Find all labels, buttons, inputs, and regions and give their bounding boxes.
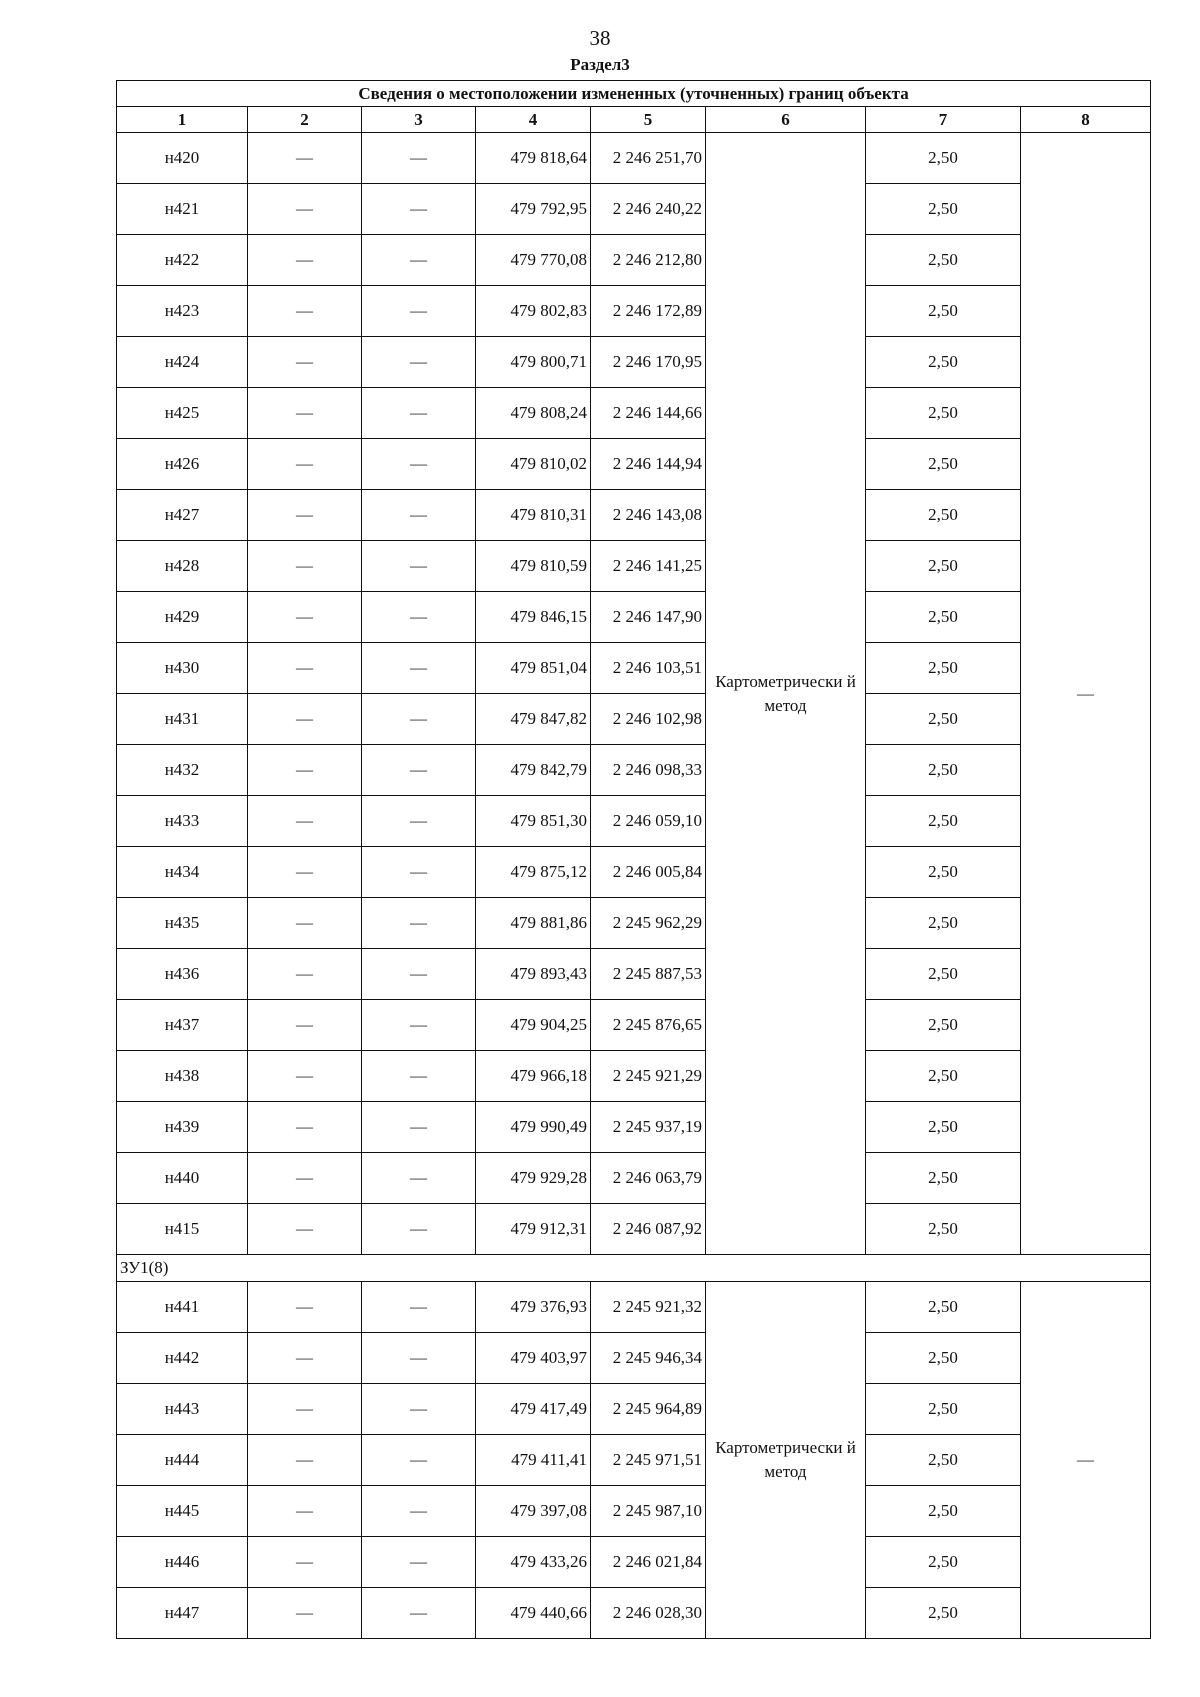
col3-cell: — [362, 1204, 476, 1255]
point-name-cell: н430 [117, 643, 248, 694]
point-name-cell: н428 [117, 541, 248, 592]
col2-cell: — [248, 1204, 362, 1255]
x-coordinate-cell: 479 929,28 [476, 1153, 591, 1204]
col2-cell: — [248, 1435, 362, 1486]
accuracy-cell: 2,50 [866, 1384, 1021, 1435]
y-coordinate-cell: 2 245 962,29 [591, 898, 706, 949]
table-row [117, 388, 1151, 439]
col2-cell: — [248, 1153, 362, 1204]
point-name-cell: н444 [117, 1435, 248, 1486]
table-row [117, 1153, 1151, 1204]
table-row [117, 949, 1151, 1000]
point-name-cell: н423 [117, 286, 248, 337]
col3-cell: — [362, 1051, 476, 1102]
accuracy-cell: 2,50 [866, 388, 1021, 439]
point-name-cell: н424 [117, 337, 248, 388]
table-row [117, 592, 1151, 643]
col3-cell: — [362, 796, 476, 847]
col2-cell: — [248, 847, 362, 898]
col2-cell: — [248, 1537, 362, 1588]
point-name-cell: н440 [117, 1153, 248, 1204]
x-coordinate-cell: 479 403,97 [476, 1333, 591, 1384]
accuracy-cell: 2,50 [866, 1102, 1021, 1153]
method-cell: Картометрически й метод [706, 133, 866, 1255]
col3-cell: — [362, 388, 476, 439]
col3-cell: — [362, 1000, 476, 1051]
accuracy-cell: 2,50 [866, 337, 1021, 388]
accuracy-cell: 2,50 [866, 1051, 1021, 1102]
table-row [117, 1000, 1151, 1051]
y-coordinate-cell: 2 246 240,22 [591, 184, 706, 235]
table-row [117, 133, 1151, 184]
col3-cell: — [362, 745, 476, 796]
col3-cell: — [362, 184, 476, 235]
col3-cell: — [362, 1153, 476, 1204]
point-name-cell: н425 [117, 388, 248, 439]
y-coordinate-cell: 2 245 937,19 [591, 1102, 706, 1153]
accuracy-cell: 2,50 [866, 796, 1021, 847]
col2-cell: — [248, 286, 362, 337]
col3-cell: — [362, 490, 476, 541]
y-coordinate-cell: 2 246 103,51 [591, 643, 706, 694]
col2-cell: — [248, 592, 362, 643]
y-coordinate-cell: 2 246 170,95 [591, 337, 706, 388]
accuracy-cell: 2,50 [866, 1435, 1021, 1486]
point-name-cell: н429 [117, 592, 248, 643]
y-coordinate-cell: 2 246 141,25 [591, 541, 706, 592]
point-name-cell: н441 [117, 1282, 248, 1333]
col2-cell: — [248, 1000, 362, 1051]
col2-cell: — [248, 1384, 362, 1435]
y-coordinate-cell: 2 245 876,65 [591, 1000, 706, 1051]
col2-cell: — [248, 745, 362, 796]
coordinates-table [116, 80, 1151, 1639]
accuracy-cell: 2,50 [866, 898, 1021, 949]
point-name-cell: н436 [117, 949, 248, 1000]
col2-cell: — [248, 490, 362, 541]
col2-cell: — [248, 796, 362, 847]
accuracy-cell: 2,50 [866, 949, 1021, 1000]
col3-cell: — [362, 1282, 476, 1333]
table-row [117, 1588, 1151, 1639]
col3-cell: — [362, 1588, 476, 1639]
y-coordinate-cell: 2 245 921,32 [591, 1282, 706, 1333]
x-coordinate-cell: 479 800,71 [476, 337, 591, 388]
point-name-cell: н427 [117, 490, 248, 541]
x-coordinate-cell: 479 881,86 [476, 898, 591, 949]
col2-cell: — [248, 1333, 362, 1384]
x-coordinate-cell: 479 893,43 [476, 949, 591, 1000]
table-row [117, 1102, 1151, 1153]
col3-cell: — [362, 439, 476, 490]
accuracy-cell: 2,50 [866, 1204, 1021, 1255]
accuracy-cell: 2,50 [866, 235, 1021, 286]
group-label: ЗУ1(8) [117, 1255, 1151, 1282]
x-coordinate-cell: 479 851,30 [476, 796, 591, 847]
table-row [117, 235, 1151, 286]
section-title: Раздел3 [570, 55, 630, 74]
column-header: 1 [117, 107, 248, 133]
x-coordinate-cell: 479 792,95 [476, 184, 591, 235]
table-row [117, 1384, 1151, 1435]
col3-cell: — [362, 1435, 476, 1486]
col2-cell: — [248, 1588, 362, 1639]
accuracy-cell: 2,50 [866, 694, 1021, 745]
point-name-cell: н446 [117, 1537, 248, 1588]
col3-cell: — [362, 1102, 476, 1153]
col8-cell: — [1021, 1282, 1151, 1639]
col2-cell: — [248, 541, 362, 592]
col2-cell: — [248, 949, 362, 1000]
point-name-cell: н445 [117, 1486, 248, 1537]
x-coordinate-cell: 479 802,83 [476, 286, 591, 337]
point-name-cell: н447 [117, 1588, 248, 1639]
x-coordinate-cell: 479 808,24 [476, 388, 591, 439]
column-header: 7 [866, 107, 1021, 133]
y-coordinate-cell: 2 246 059,10 [591, 796, 706, 847]
col3-cell: — [362, 337, 476, 388]
table-row [117, 1486, 1151, 1537]
y-coordinate-cell: 2 245 887,53 [591, 949, 706, 1000]
col3-cell: — [362, 1333, 476, 1384]
y-coordinate-cell: 2 246 147,90 [591, 592, 706, 643]
col8-cell: — [1021, 133, 1151, 1255]
point-name-cell: н431 [117, 694, 248, 745]
accuracy-cell: 2,50 [866, 1333, 1021, 1384]
x-coordinate-cell: 479 818,64 [476, 133, 591, 184]
point-name-cell: н439 [117, 1102, 248, 1153]
col3-cell: — [362, 1486, 476, 1537]
accuracy-cell: 2,50 [866, 1588, 1021, 1639]
col2-cell: — [248, 133, 362, 184]
point-name-cell: н433 [117, 796, 248, 847]
col2-cell: — [248, 235, 362, 286]
col3-cell: — [362, 133, 476, 184]
point-name-cell: н422 [117, 235, 248, 286]
table-caption-row [117, 81, 1151, 107]
col3-cell: — [362, 847, 476, 898]
col2-cell: — [248, 1051, 362, 1102]
point-name-cell: н434 [117, 847, 248, 898]
x-coordinate-cell: 479 912,31 [476, 1204, 591, 1255]
point-name-cell: н421 [117, 184, 248, 235]
table-row [117, 1204, 1151, 1255]
y-coordinate-cell: 2 246 098,33 [591, 745, 706, 796]
col3-cell: — [362, 541, 476, 592]
table-row [117, 337, 1151, 388]
col2-cell: — [248, 1486, 362, 1537]
col2-cell: — [248, 388, 362, 439]
y-coordinate-cell: 2 246 143,08 [591, 490, 706, 541]
method-cell: Картометрически й метод [706, 1282, 866, 1639]
table-row [117, 847, 1151, 898]
table-row [117, 1333, 1151, 1384]
column-header-row [117, 107, 1151, 133]
col2-cell: — [248, 1102, 362, 1153]
point-name-cell: н426 [117, 439, 248, 490]
accuracy-cell: 2,50 [866, 745, 1021, 796]
point-name-cell: н420 [117, 133, 248, 184]
col2-cell: — [248, 643, 362, 694]
point-name-cell: н415 [117, 1204, 248, 1255]
table-row [117, 1051, 1151, 1102]
col2-cell: — [248, 898, 362, 949]
y-coordinate-cell: 2 246 005,84 [591, 847, 706, 898]
col3-cell: — [362, 949, 476, 1000]
y-coordinate-cell: 2 246 028,30 [591, 1588, 706, 1639]
point-name-cell: н443 [117, 1384, 248, 1435]
accuracy-cell: 2,50 [866, 1000, 1021, 1051]
y-coordinate-cell: 2 245 964,89 [591, 1384, 706, 1435]
column-header: 2 [248, 107, 362, 133]
accuracy-cell: 2,50 [866, 490, 1021, 541]
table-row [117, 1282, 1151, 1333]
table-row [117, 439, 1151, 490]
table-row [117, 184, 1151, 235]
accuracy-cell: 2,50 [866, 286, 1021, 337]
y-coordinate-cell: 2 246 144,94 [591, 439, 706, 490]
table-row [117, 490, 1151, 541]
col2-cell: — [248, 694, 362, 745]
col3-cell: — [362, 898, 476, 949]
y-coordinate-cell: 2 246 144,66 [591, 388, 706, 439]
col3-cell: — [362, 235, 476, 286]
accuracy-cell: 2,50 [866, 184, 1021, 235]
point-name-cell: н435 [117, 898, 248, 949]
table-row [117, 541, 1151, 592]
x-coordinate-cell: 479 904,25 [476, 1000, 591, 1051]
table-row [117, 745, 1151, 796]
accuracy-cell: 2,50 [866, 1153, 1021, 1204]
y-coordinate-cell: 2 246 063,79 [591, 1153, 706, 1204]
table-row [117, 286, 1151, 337]
table-row [117, 796, 1151, 847]
point-name-cell: н437 [117, 1000, 248, 1051]
table-row [117, 898, 1151, 949]
x-coordinate-cell: 479 770,08 [476, 235, 591, 286]
x-coordinate-cell: 479 875,12 [476, 847, 591, 898]
y-coordinate-cell: 2 246 172,89 [591, 286, 706, 337]
x-coordinate-cell: 479 810,59 [476, 541, 591, 592]
table-row [117, 643, 1151, 694]
x-coordinate-cell: 479 966,18 [476, 1051, 591, 1102]
accuracy-cell: 2,50 [866, 439, 1021, 490]
accuracy-cell: 2,50 [866, 541, 1021, 592]
group-label-row [117, 1255, 1151, 1282]
col3-cell: — [362, 1537, 476, 1588]
accuracy-cell: 2,50 [866, 1537, 1021, 1588]
accuracy-cell: 2,50 [866, 847, 1021, 898]
col3-cell: — [362, 1384, 476, 1435]
column-header: 3 [362, 107, 476, 133]
accuracy-cell: 2,50 [866, 643, 1021, 694]
y-coordinate-cell: 2 246 102,98 [591, 694, 706, 745]
accuracy-cell: 2,50 [866, 592, 1021, 643]
y-coordinate-cell: 2 245 987,10 [591, 1486, 706, 1537]
column-header: 8 [1021, 107, 1151, 133]
y-coordinate-cell: 2 246 021,84 [591, 1537, 706, 1588]
y-coordinate-cell: 2 246 212,80 [591, 235, 706, 286]
x-coordinate-cell: 479 842,79 [476, 745, 591, 796]
accuracy-cell: 2,50 [866, 1486, 1021, 1537]
col2-cell: — [248, 337, 362, 388]
x-coordinate-cell: 479 810,31 [476, 490, 591, 541]
table-body [117, 81, 1151, 1639]
x-coordinate-cell: 479 810,02 [476, 439, 591, 490]
x-coordinate-cell: 479 411,41 [476, 1435, 591, 1486]
x-coordinate-cell: 479 417,49 [476, 1384, 591, 1435]
y-coordinate-cell: 2 246 087,92 [591, 1204, 706, 1255]
y-coordinate-cell: 2 246 251,70 [591, 133, 706, 184]
x-coordinate-cell: 479 990,49 [476, 1102, 591, 1153]
x-coordinate-cell: 479 847,82 [476, 694, 591, 745]
col2-cell: — [248, 439, 362, 490]
col3-cell: — [362, 694, 476, 745]
table-row [117, 694, 1151, 745]
accuracy-cell: 2,50 [866, 1282, 1021, 1333]
column-header: 5 [591, 107, 706, 133]
column-header: 6 [706, 107, 866, 133]
x-coordinate-cell: 479 846,15 [476, 592, 591, 643]
y-coordinate-cell: 2 245 946,34 [591, 1333, 706, 1384]
col3-cell: — [362, 592, 476, 643]
x-coordinate-cell: 479 440,66 [476, 1588, 591, 1639]
table-caption: Сведения о местоположении измененных (уточненных) границ объекта [117, 81, 1151, 107]
y-coordinate-cell: 2 245 971,51 [591, 1435, 706, 1486]
x-coordinate-cell: 479 376,93 [476, 1282, 591, 1333]
point-name-cell: н442 [117, 1333, 248, 1384]
x-coordinate-cell: 479 851,04 [476, 643, 591, 694]
page-number: 38 [589, 26, 611, 50]
col3-cell: — [362, 643, 476, 694]
point-name-cell: н432 [117, 745, 248, 796]
y-coordinate-cell: 2 245 921,29 [591, 1051, 706, 1102]
point-name-cell: н438 [117, 1051, 248, 1102]
accuracy-cell: 2,50 [866, 133, 1021, 184]
x-coordinate-cell: 479 433,26 [476, 1537, 591, 1588]
col3-cell: — [362, 286, 476, 337]
column-header: 4 [476, 107, 591, 133]
x-coordinate-cell: 479 397,08 [476, 1486, 591, 1537]
table-row [117, 1537, 1151, 1588]
col2-cell: — [248, 1282, 362, 1333]
col2-cell: — [248, 184, 362, 235]
table-row [117, 1435, 1151, 1486]
